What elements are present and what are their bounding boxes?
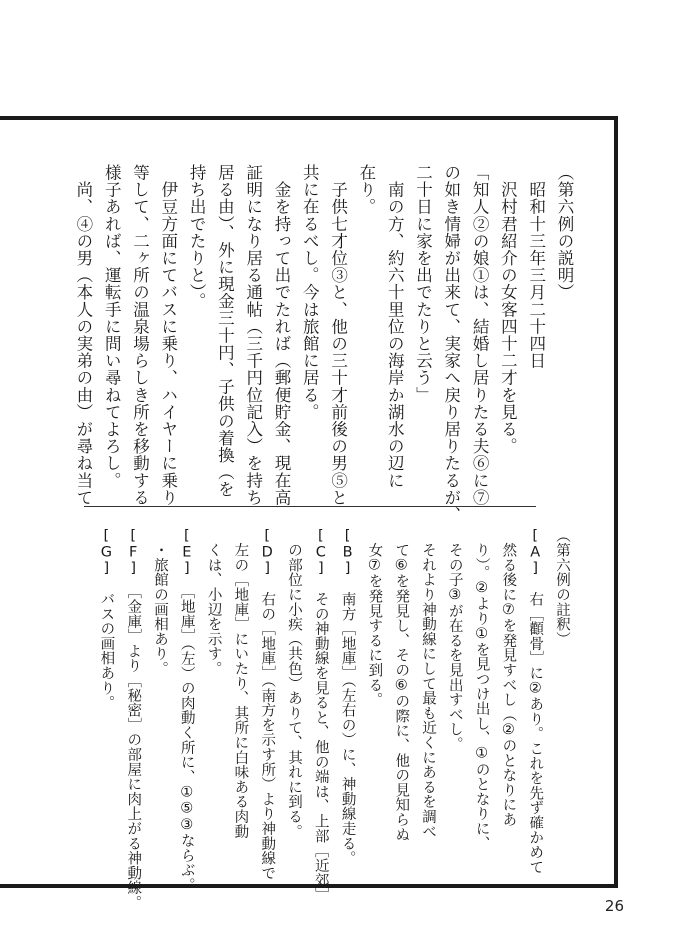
explanation-line: 様子あれば、運転手に問い尋ねてよろし。 xyxy=(102,164,122,489)
note-line: 左の［地庫］にいたり、其所に白味ある肉動 xyxy=(232,528,249,839)
explanation-line: （第六例の説明） xyxy=(555,164,574,301)
explanation-line: 等して、二ヶ所の温泉場らしき所を移動する xyxy=(130,164,150,506)
explanation-line: 伊豆方面にてバスに乗り、ハイヤーに乗り xyxy=(158,164,178,506)
note-line: ・旅館の画相あり。 xyxy=(152,528,168,676)
explanation-line: 子供七才位③と、他の三十才前後の男⑤と xyxy=(328,164,348,506)
explanation-line: の如き情婦が出来て、実家へ戻り居りたるが、 xyxy=(441,164,461,524)
explanation-line: 尚、④の男（本人の実弟の由）が尋ね当て xyxy=(73,164,93,506)
note-line: 女⑦を発見するに到る。 xyxy=(366,528,383,708)
explanation-line: 在り。 xyxy=(356,164,376,216)
section-divider xyxy=(84,506,536,507)
note-line: [F] ［金庫］より［秘密］の部屋に肉上がる神動線。 xyxy=(125,528,142,911)
note-line: [E] ［地庫］（左）の肉動く所に、①⑤③ならぶ。 xyxy=(178,528,195,893)
note-line: [G] バスの画相あり。 xyxy=(98,528,115,711)
explanation-line: 持ち出でたりと）。 xyxy=(187,164,207,310)
note-line: て⑥を発見し、その⑥の際に、他の見知らぬ xyxy=(393,528,410,842)
explanation-line: 昭和十三年三月二十四日 xyxy=(526,164,546,370)
note-line: それより神動線にして最も近くにあるを調べ xyxy=(420,528,436,839)
note-line: （第六例の註釈） xyxy=(554,528,570,647)
note-line: の部位に小疾（共色）ありて、其れに到る。 xyxy=(286,528,302,839)
explanation-line: 居る由）、外に現金三十円、子供の着換（を xyxy=(215,164,235,498)
note-line: [D] 右の［地庫］（南方を示す所）より神動線で xyxy=(259,528,276,881)
note-line: [A] 右［顴骨］に②あり。これを先ず確かめて xyxy=(527,528,544,875)
explanation-line: 金を持って出でたれば（郵便貯金、現在高 xyxy=(272,164,291,506)
note-line: [B] 南方［地庫］（左右の）に、神動線走る。 xyxy=(339,528,356,866)
note-line: くは、小辺を示す。 xyxy=(205,528,222,676)
page-number: 26 xyxy=(604,897,624,915)
explanation-line: 南の方、約六十里位の海岸か湖水の辺に xyxy=(385,164,405,489)
explanation-line: 沢村君紹介の女客四十二才を見る。 xyxy=(498,164,518,455)
explanation-line: 共に在るべし。今は旅館に居る。 xyxy=(300,164,320,421)
explanation-line: 証明になり居る通帖（三千円位記入）を持ち xyxy=(243,164,263,506)
explanation-line: 「知人②の娘①は、結婚し居りたる夫⑥に⑦ xyxy=(470,164,490,506)
note-line: その子③が在るを見出すべし。 xyxy=(446,528,463,752)
explanation-line: 二十日に家を出でたりと云う」 xyxy=(413,164,433,404)
note-line: [C] その神動線を見ると、他の端は、上部［近郊］ xyxy=(312,528,329,903)
note-line: り）。②より①を見つけ出し、①のとなりに、 xyxy=(473,528,490,851)
note-line: 然る後に⑦を発見すべし（②のとなりにあ xyxy=(500,528,517,827)
